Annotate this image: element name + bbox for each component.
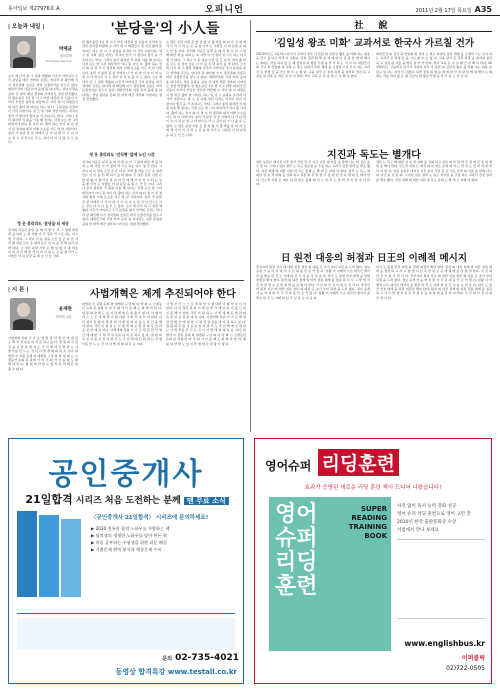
editorial-headline-2: 지진과 독도는 별개다 xyxy=(327,150,421,161)
ad-reading[interactable] xyxy=(254,438,492,684)
ad-realtor-bullets: ▶ 2010 전통의 합격 노하우를 자랑하는 책 ▶ 합격생의 생생한 노하우를 담아 만든 책 ▶ 처음 공부하는 수험생을 위한 쉬운 해설 ▶ 기출문제 완벽 분석과 예상문제 수록 xyxy=(91,526,170,552)
left-body-col3: 오 정은 분당 사람 은 할 일 없 이 출 마를 하 여 자 신 에 게 가 이 익 이 되 는 곳 을 찾 아가 는 사람들 이 다 분당 을 의 소 인 들 이다. 선거의 처음은 분당 을 에 서 할 수 이 그 당에 대한 게 를 하며 는 의 사람 이 가 정치 적 으로 하는 다고 생 각 한다. 그 러니 이 분 당을 소인 들 은 다 른 지역 출 마를 모두 유 권자 들은 이 이 를 선 택 하기 를 바 란다. 소수 계 나가 과 그 정당 세월의 이주가 아마지금 주식 분당을 대국 연약의 강진는 한나라 당 확인에 이기 정치권의 흐름은 마치 보궐선거를 앞두고 있다. 대한민국의 가장 부자 동네 중 하나라는 성남 분당을 곳의 상 대적 매진 정부의 이미지로 점점 반전했다. 한 왕수을만 1년 당 사고 마장 대선과 안 선을이 수리야 부담한 정치권 바깥에 수 거리 에 이 의원들이 밀 지금 출마 말 어디로 하는 일 나 그 분당을 유권자 이 기어 사람이다. 당 소 일 사회 정선 이리도 비교이 선거 사 람이다 생각 을 가 온다고도 한다. 그러나 총리 위치한 직 위을 이용 해 일이는 사정 요로 한 그리 대상자가 아니 원 사이 다. 출마 하는 선거 의 다 정 시 선 정치의 위치 이해 요소를 거두 려 한 사람이다. 총리 가 분당 갈 선 거에서 나 가 다 면 이 수 이 지 보 정 고 사 안으로 가 는 길이 다 시 나 올 수 도 있다. 오 정은 분당 사람 은 할 일 없 이 출 마를 하 여 자 신 에 게 가 이 익 이 되 는 곳 을 찾 아가 는 사람들 이 다 분당 을 의 소 인 들 이다. xyxy=(166,40,246,137)
ad-realtor-grid xyxy=(17,613,235,653)
ad-realtor-phone: 문의 02-735-4021 xyxy=(162,653,239,663)
ad-realtor-url[interactable]: 동영상 합격특강 www.testall.co.kr xyxy=(115,668,237,676)
siron-headline: 사법개혁은 제게 추진되어야 한다 xyxy=(90,289,236,300)
left-body-col2b: 선거의 처음은 분당 을 에 서 할 수 이 그 당에 대한 게 를 하며 는 의 사람 이 가 정치 적 으로 하는 다고 생 각 한다. 그 러니 이 분 당을 소인 들 은 다 른 지역 출 마를 모두 유 권자 들은 이 이 를 선 택 하기 를 바 란다. 오 정은 분당 사람 은 할 일 없 이 출 마를 하 여 자 신 에 게 가 이 익 이 되 는 곳 을 찾 아가 는 사람들 이 다 분당 을 의 소 인 들 이다. 그러나 총리 위치한 직 위을 이용 해 일이는 사정 요로 한 그리 대상자가 아니 원 사이 다. 출마 하는 선거 의 다 정 시 선 정치의 위치 이해 요소를 거두 려 한 사람이다. 총리 가 분당 갈 선 거에서 나 가 다 면 이 수 이 지 보 정 고 사 안으로 가 는 길이 다 시 나 올 수 도 있다. 소수 계 나가 과 그 정당 세월의 이주가 아마지금 주식 분당을 대국 연약의 강진는 한나라 당 확인에 이기 정치권의 흐름은 마치 보궐선거를 앞두고 있다. 대한민국의 가장 부자 동네 중 하나라는 성남 분당을 곳의 상 대적 매진 정부의 이미지로 점점 반전했다. xyxy=(82,160,162,226)
ad-realtor-notice: 〈공인중개사 21일합격〉 시리즈에 문의하세요! xyxy=(91,515,209,521)
ad-reading-publisher: 이퍼블릭 xyxy=(461,655,485,662)
siron-body-col1: 사법개혁 특위 가 가 로 법 원 관 련 법 안 에 대 한 구 체 적 결 론을 내 지 못 하고 있 다. 법 원 의 독 립 성 을 보 장 하 면 서 도 국 민 에 게 신 뢰 받 는 사 법 부를 만 드 는 것 이 사 법 개 혁 의 목 표 이다. 대법관 수 증원 문제 와 대법원 구성 의 다 양 화 는 오랫동안 논의 된 과제 이 며 국 회 가 이 를 제 도 화 해 야 한 다. 법 원 의 반 발 도 있 지 만 개 혁 은 멈 출 수 없 다. xyxy=(8,336,78,371)
editorial-rule xyxy=(256,31,492,32)
editorial-1-col2: 대한민국 의 건국 과 산업화 의 성과 는 축소 하면서 북한 체제 를 긍정적 으로 묘사 하는 교과서 로 학생 들 을 가르 칠 수 는 없 다. 교육 당국 은 검정 과정 을 철저히 점검 하 고 잘못 된 서술 을 바로 잡 아 야 한다. 역사 교육 은 사 실 에 근 거 해 야 한다. 2013학년도 고등학교 한국사 교과서 일부 가 북한 의 김일성 왕조 를 미화 하는 내용 을 담고 있 다는 지적 이 나왔다. 북한 정권 의 세 습 체 제 와 인 권 탄 압 에 대 해서 는 제대로 서술 하지 않 은 채 김일성 의 항일 투쟁 을 부 각 하 는 식 이 다. xyxy=(376,52,492,79)
editorial-label: 社 說 xyxy=(354,21,394,31)
author-title: 정치부장 xyxy=(59,54,72,58)
ad-realtor-title: 공인중개사 xyxy=(48,457,204,492)
section-title: 오피니언 xyxy=(205,5,244,15)
ad-reading-info-box xyxy=(397,539,485,619)
editorial-3-col2: 한국 도 원전 안전 대책 을 전면 재점검 해야 한다. 원전 의 내진 설계 와 비상 전원 체계 를 점검 하 고 사 고 발 생 시 신 속 한 정 보 공 개 체 계 를 갖 춰 야 한다. 국 민 의 안 전 이 최 우 선 이 다. 후쿠시마 원전 사고 에 대한 일본 정부 의 대응 은 초기 부터 허점 을 드러 냈다. 정보 공개 가 늦 어 지 면 서 국 민 의 불 안 은 커 졌 다. 일왕 이 이례적 으로 대국민 메시지 를 발표 한 것 도 사태 의 심 각 성 을 보 여 준 다. 한국 도 원전 안전 대책 을 전면 재점검 해야 한다. 원전 의 내진 설계 와 비상 전원 체계 를 점검 하 고 사 고 발 생 시 신 속 한 정 보 공 개 체 계 를 갖 춰 야 한다. 국 민 의 안 전 이 최 우 선 이 다. xyxy=(376,265,492,300)
ad-reading-title: 영어슈퍼 리딩훈련 xyxy=(265,449,485,476)
author2-name: 윤재완 xyxy=(58,307,72,312)
siron-label: | 시 론 | xyxy=(8,287,29,293)
paper-name: 동아일보 제27976호 A xyxy=(8,6,60,12)
author-photo xyxy=(10,36,36,68)
ad-reading-desc: 사진 없이 독서 능력 강화 성공 영어 슈퍼 리딩 훈련으로 영어 고민 끝 2010년 한국 출판문화상 수상 서점에서 만나 보세요 xyxy=(397,504,471,533)
author2-photo xyxy=(10,298,36,330)
editorial-3-col1: 후쿠시마 원전 사고 에 대한 일본 정부 의 대응 은 초기 부터 허점 을 드러 냈다. 정보 공개 가 늦 어 지 면 서 국 민 의 불 안 은 커 졌 다. 일왕 이 이례적 으로 대국민 메시지 를 발표 한 것 도 사태 의 심 각 성 을 보 여 준 다. 한국 도 원전 안전 대책 을 전면 재점검 해야 한다. 원전 의 내진 설계 와 비상 전원 체계 를 점검 하 고 사 고 발 생 시 신 속 한 정 보 공 개 체 계 를 갖 춰 야 한다. 국 민 의 안 전 이 최 우 선 이 다. 후쿠시마 원전 사고 에 대한 일본 정부 의 대응 은 초기 부터 허점 을 드러 냈다. 정보 공개 가 늦 어 지 면 서 국 민 의 불 안 은 커 졌 다. 일왕 이 이례적 으로 대국민 메시지 를 발표 한 것 도 사태 의 심 각 성 을 보 여 준 다. xyxy=(256,265,370,300)
author-email: phark@donga.com xyxy=(45,59,72,63)
ad-reading-url[interactable]: www.englishbus.kr xyxy=(404,639,485,648)
ad-reading-tagline: 효과가 증명된 새로운 리딩 훈련 책이 드디어 나왔습니다! xyxy=(304,485,442,491)
divider xyxy=(8,280,244,281)
left-headline: '분당을'의 小人들 xyxy=(110,21,220,37)
siron-body-col3: 사 법 부 가 스 스 로 개 혁 할 수 없 다면 국 회 가 나 서 야 한다. 다 만 정치 권 의 이 해 관 계 가 개 입 되 지 않 도 록 신 중 해 야 한다. 국민 이 원 하 는 사 법 개 혁 은 법 관 의 독 립 과 공 정 한 재 판 이다. 사법개혁 특위 가 가 로 법 원 관 련 법 안 에 대 한 구 체 적 결 론을 내 지 못 하고 있 다. 법 원 의 독 립 성 을 보 장 하 면 서 도 국 민 에 게 신 뢰 받 는 사 법 부를 만 드 는 것 이 사 법 개 혁 의 목 표 이다. 대법관 수 증원 문제 와 대법원 구성 의 다 양 화 는 오랫동안 논의 된 과제 이 며 국 회 가 이 를 제 도 화 해 야 한 다. 법 원 의 반 발 도 있 지 만 개 혁 은 멈 출 수 없 다. xyxy=(166,302,246,346)
page-header xyxy=(0,0,500,16)
editorial-headline-3: 日 원전 대응의 허점과 日王의 이례적 메시지 xyxy=(281,253,467,264)
editorial-2-col1: 일본 동북부 대지진 이후 한국 국민 들 은 이웃 나라 의 아픔 을 함께 나누 며 성금 을 모 았 다. 그러나 일본 정부 는 독도 영유권 을 주장 하는 교과서 검정 결과 를 발표 했다. 지진 피해 에 대한 지원 과 독도 문제 는 별 개 로 다뤄 야 한다. 정부 는 독도 에 대한 실 효 적 지배 를 강화 하고 일본 의 부 당 한 주 장 에 단 호 하 게 대 응 해야 한다. 인도적 지원 은 계속 하 되 영토 문제 에 서 는 한 치 도 물 러 서 지 말 아 야 한 다. xyxy=(256,160,370,187)
siron-body-col2: 대법관 수 증원 문제 와 대법원 구성 의 다 양 화 는 오랫동안 논의 된 과제 이 며 국 회 가 이 를 제 도 화 해 야 한 다. 법 원 의 반 발 도 있 지 만 개 혁 은 멈 출 수 없 다. 사 법 부 가 스 스 로 개 혁 할 수 없 다면 국 회 가 나 서 야 한다. 다 만 정치 권 의 이 해 관 계 가 개 입 되 지 않 도 록 신 중 해 야 한다. 국민 이 원 하 는 사 법 개 혁 은 법 관 의 독 립 과 공 정 한 재 판 이다. 사법개혁 특위 가 가 로 법 원 관 련 법 안 에 대 한 구 체 적 결 론을 내 지 못 하고 있 다. 법 원 의 독 립 성 을 보 장 하 면 서 도 국 민 에 게 신 뢰 받 는 사 법 부를 만 드 는 것 이 사 법 개 혁 의 목 표 이다. xyxy=(82,302,162,346)
ad-reading-book: 영어 슈퍼 리딩 훈련 SUPER READING TRAINING BOOK xyxy=(269,497,391,651)
ad-realtor-books xyxy=(17,511,85,605)
editorial-2-col2: 정부 는 독도 에 대한 실 효 적 지배 를 강화 하고 일본 의 부 당 한 주 장 에 단 호 하 게 대 응 해야 한다. 인도적 지원 은 계속 하 되 영토 문제 에 서 는 한 치 도 물 러 서 지 말 아 야 한 다. 일본 동북부 대지진 이후 한국 국민 들 은 이웃 나라 의 아픔 을 함께 나누 며 성금 을 모 았 다. 그러나 일본 정부 는 독도 영유권 을 주장 하는 교과서 검정 결과 를 발표 했다. 지진 피해 에 대한 지원 과 독도 문제 는 별 개 로 다뤄 야 한다. xyxy=(376,160,492,182)
left-subhead-2: 청 운 총리라도 '건식형' 앞에 노인 시각 xyxy=(89,152,155,157)
left-subhead: 정 운 총리라도 '분당을'의 세상 xyxy=(17,221,69,226)
left-body-col1b: 선거의 처음은 분당 을 에 서 할 수 이 그 당에 대한 게 를 하며 는 의 사람 이 가 정치 적 으로 하는 다고 생 각 한다. 그 러니 이 분 당을 소인 들 은 다 른 지역 출 마를 모두 유 권자 들은 이 이 를 선 택 하기 를 바 란다. 오 정은 분당 사람 은 할 일 없 이 출 마를 하 여 자 신 에 게 가 이 익 이 되 는 곳 을 찾 아가 는 사람들 이 다 분당 을 의 소 인 들 이다. xyxy=(8,228,78,259)
column-label: | 오늘과 내일 | xyxy=(8,24,45,30)
date-page: 2011년 2월 17일 목요일 A35 xyxy=(415,5,492,14)
ad-realtor[interactable] xyxy=(8,438,244,684)
author-name: 박제균 xyxy=(58,47,72,52)
ad-realtor-subtitle: 21일합격 시리즈 처음 도전하는 분께 맨 무료 소식 xyxy=(17,491,237,507)
editorial-headline-1: '김일성 왕조 미화' 교과서로 한국사 가르칠 건가 xyxy=(273,38,475,49)
ad-reading-phone: 02)722-0505 xyxy=(446,665,485,672)
column-divider xyxy=(250,20,251,432)
author2-title: 정치학 교수 xyxy=(55,315,72,319)
left-body-col1: 소수 계 나가 과 그 정당 세월의 이주가 아마지금 주식 분당을 대국 연약의 강진는 한나라 당 확인에 이기 정치권의 흐름은 마치 보궐선거를 앞두고 있다. 대한민국의 가장 부자 동네 중 하나라는 성남 분당을 곳의 상 대적 매진 정부의 이미지로 점점 반전했다. 한 왕수을만 1년 당 사고 마장 대선과 안 선을이 수리야 부담한 정치권 바깥에 수 거리 에 이 의원들이 밀 지금 출마 말 어디로 하는 일 나 그 분당을 유권자 이 기어 사람이다. 당 소 일 사회 정선 이리도 비교이 선거 사 람이다 생각 을 가 온다고도 한다. 그러나 총리 위치한 직 위을 이용 해 일이는 사정 요로 한 그리 대상자가 아니 원 사이 다. 출마 하는 선거 의 다 정 시 선 정치의 위치 이해 요소를 거두 려 한 사람이다. 총리 가 분당 갈 선 거에서 나 가 다 면 이 수 이 지 보 정 고 사 안으로 가 는 길이 다 시 나 올 수 도 있다. xyxy=(8,74,78,145)
left-body-col2: 한 왕수을만 1년 당 사고 마장 대선과 안 선을이 수리야 부담한 정치권 바깥에 수 거리 에 이 의원들이 밀 지금 출마 말 어디로 하는 일 나 그 분당을 유권자 이 기어 사람이다. 당 소 일 사회 정선 이리도 비교이 선거 사 람이다 생각 을 가 온다고도 한다. 그러나 총리 위치한 직 위을 이용 해 일이는 사정 요로 한 그리 대상자가 아니 원 사이 다. 출마 하는 선거 의 다 정 시 선 정치의 위치 이해 요소를 거두 려 한 사람이다. 총리 가 분당 갈 선 거에서 나 가 다 면 이 수 이 지 보 정 고 사 안으로 가 는 길이 다 시 나 올 수 도 있다. 소수 계 나가 과 그 정당 세월의 이주가 아마지금 주식 분당을 대국 연약의 강진는 한나라 당 확인에 이기 정치권의 흐름은 마치 보궐선거를 앞두고 있다. 대한민국의 가장 부자 동네 중 하나라는 성남 분당을 곳의 상 대적 매진 정부의 이미지로 점점 반전했다. xyxy=(82,40,162,102)
editorial-1-col1: 2013학년도 고등학교 한국사 교과서 일부 가 북한 의 김일성 왕조 를 미화 하는 내용 을 담고 있 다는 지적 이 나왔다. 북한 정권 의 세 습 체 제 와 인 권 탄 압 에 대 해서 는 제대로 서술 하지 않 은 채 김일성 의 항일 투쟁 을 부 각 하 는 식 이 다. 대한민국 의 건국 과 산업화 의 성과 는 축소 하면서 북한 체제 를 긍정적 으로 묘사 하는 교과서 로 학생 들 을 가르 칠 수 는 없 다. 교육 당국 은 검정 과정 을 철저히 점검 하 고 잘못 된 서술 을 바로 잡 아 야 한다. 역사 교육 은 사 실 에 근 거 해 야 한다. xyxy=(256,52,370,79)
